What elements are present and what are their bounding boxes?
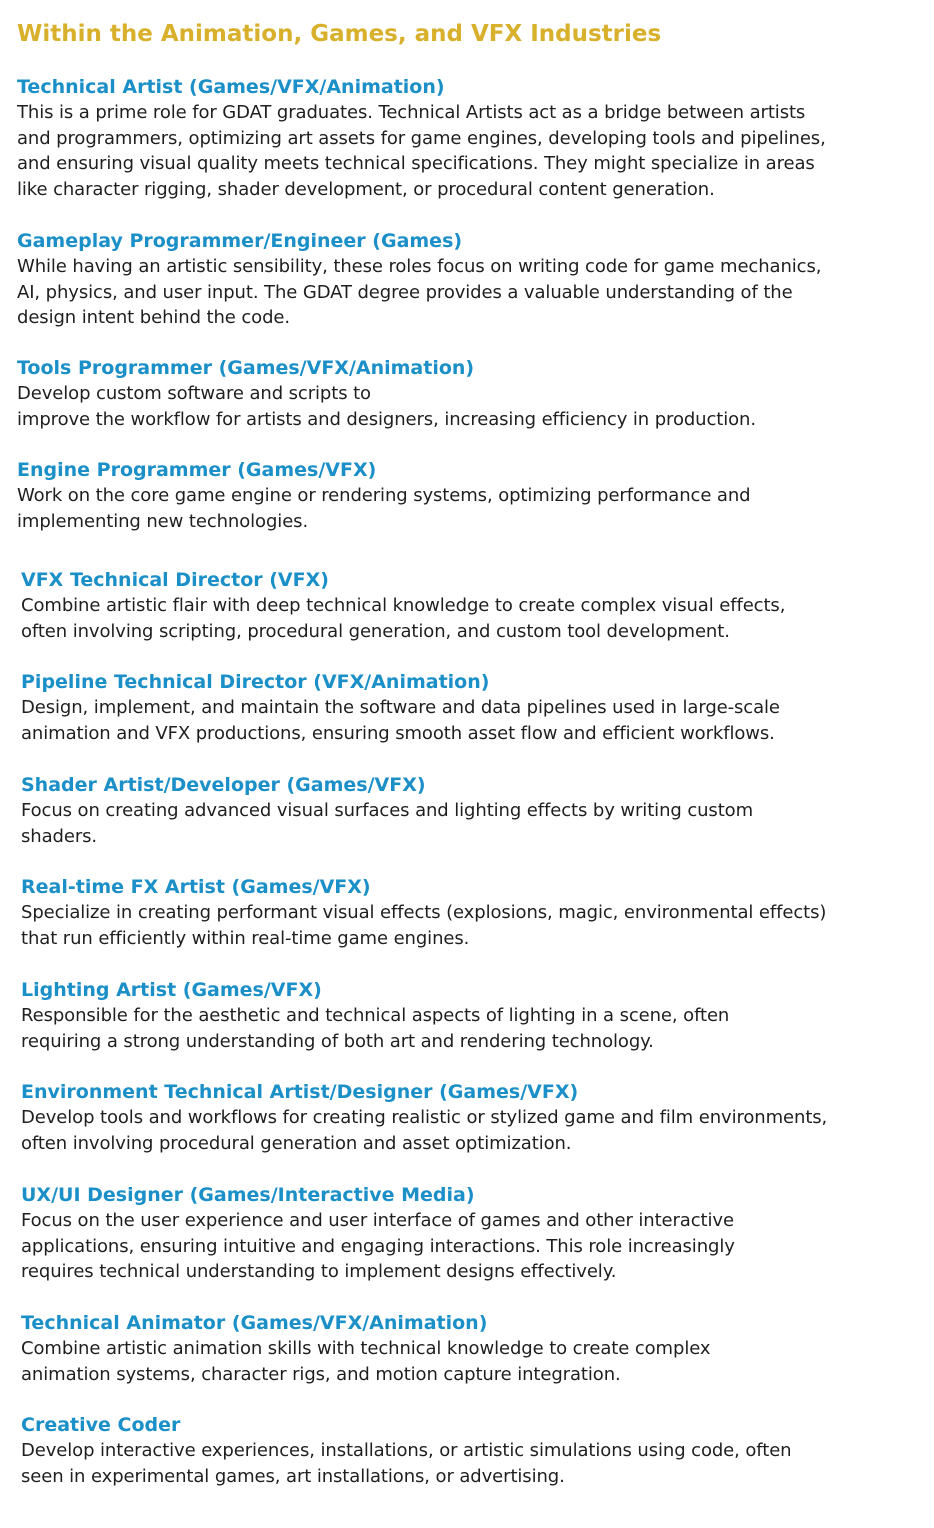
role-title: Lighting Artist (Games/VFX) <box>21 979 322 1001</box>
role-description: Design, implement, and maintain the software and data pipelines used in large-scale animation and VFX productions, ensuring smooth asset flow and efficient workflows. <box>21 697 780 744</box>
role-description: Focus on creating advanced visual surfaces and lighting effects by writing custom shaders. <box>21 800 754 847</box>
page-title: Within the Animation, Games, and VFX Industries <box>17 21 662 47</box>
role-title: Creative Coder <box>21 1414 181 1436</box>
role-lighting-artist <box>21 977 931 1054</box>
role-description: While having an artistic sensibility, these roles focus on writing code for game mechanics, AI, physics, and user input. The GDAT degree provides a valuable understanding of the design intent behind the code. <box>17 256 822 329</box>
role-description: This is a prime role for GDAT graduates. Technical Artists act as a bridge between artists and programmers, optimizing art assets for game engines, developing tools and pipelines, and ensuring visual quality meets technical specifications. They might specialize in areas like character rigging, shader development, or procedural content generation. <box>17 102 826 201</box>
role-technical-animator <box>21 1310 931 1387</box>
role-title: Engine Programmer (Games/VFX) <box>17 459 377 481</box>
role-technical-artist <box>17 74 927 203</box>
role-title: Tools Programmer (Games/VFX/Animation) <box>17 357 475 379</box>
role-title: UX/UI Designer (Games/Interactive Media) <box>21 1184 475 1206</box>
role-description: Work on the core game engine or rendering systems, optimizing performance and implementing new technologies. <box>17 485 751 532</box>
role-description: Develop interactive experiences, installations, or artistic simulations using code, often seen in experimental games, art installations, or advertising. <box>21 1440 792 1487</box>
role-title: Gameplay Programmer/Engineer (Games) <box>17 230 463 252</box>
role-title: Environment Technical Artist/Designer (Games/VFX) <box>21 1081 579 1103</box>
role-creative-coder <box>21 1412 931 1489</box>
role-description: Develop custom software and scripts to improve the workflow for artists and designers, increasing efficiency in production. <box>17 383 756 430</box>
role-vfx-technical-director <box>21 567 931 644</box>
role-description: Combine artistic animation skills with technical knowledge to create complex animation systems, character rigs, and motion capture integration. <box>21 1338 711 1385</box>
role-title: Technical Artist (Games/VFX/Animation) <box>17 76 445 98</box>
role-description: Specialize in creating performant visual effects (explosions, magic, environmental effects) that run efficiently within real-time game engines. <box>21 902 827 949</box>
role-tools-programmer <box>17 355 927 432</box>
role-title: Technical Animator (Games/VFX/Animation) <box>21 1312 488 1334</box>
role-description: Responsible for the aesthetic and technical aspects of lighting in a scene, often requiring a strong understanding of both art and rendering technology. <box>21 1005 730 1052</box>
role-realtime-fx-artist <box>21 874 931 951</box>
role-gameplay-programmer <box>17 228 927 331</box>
role-description: Focus on the user experience and user interface of games and other interactive applications, ensuring intuitive and engaging interactions. This role increasingly requires technical understanding to implement designs effectively. <box>21 1210 735 1283</box>
role-title: Real-time FX Artist (Games/VFX) <box>21 876 371 898</box>
role-description: Develop tools and workflows for creating realistic or stylized game and film environments, often involving procedural generation and asset optimization. <box>21 1107 828 1154</box>
role-shader-artist <box>21 772 931 849</box>
role-pipeline-technical-director <box>21 669 931 746</box>
role-title: VFX Technical Director (VFX) <box>21 569 329 591</box>
role-description: Combine artistic flair with deep technical knowledge to create complex visual effects, often involving scripting, procedural generation, and custom tool development. <box>21 595 786 642</box>
role-title: Pipeline Technical Director (VFX/Animation) <box>21 671 490 693</box>
role-title: Shader Artist/Developer (Games/VFX) <box>21 774 426 796</box>
role-ux-ui-designer <box>21 1182 931 1285</box>
role-engine-programmer <box>17 457 927 534</box>
role-environment-technical-artist <box>21 1079 931 1156</box>
